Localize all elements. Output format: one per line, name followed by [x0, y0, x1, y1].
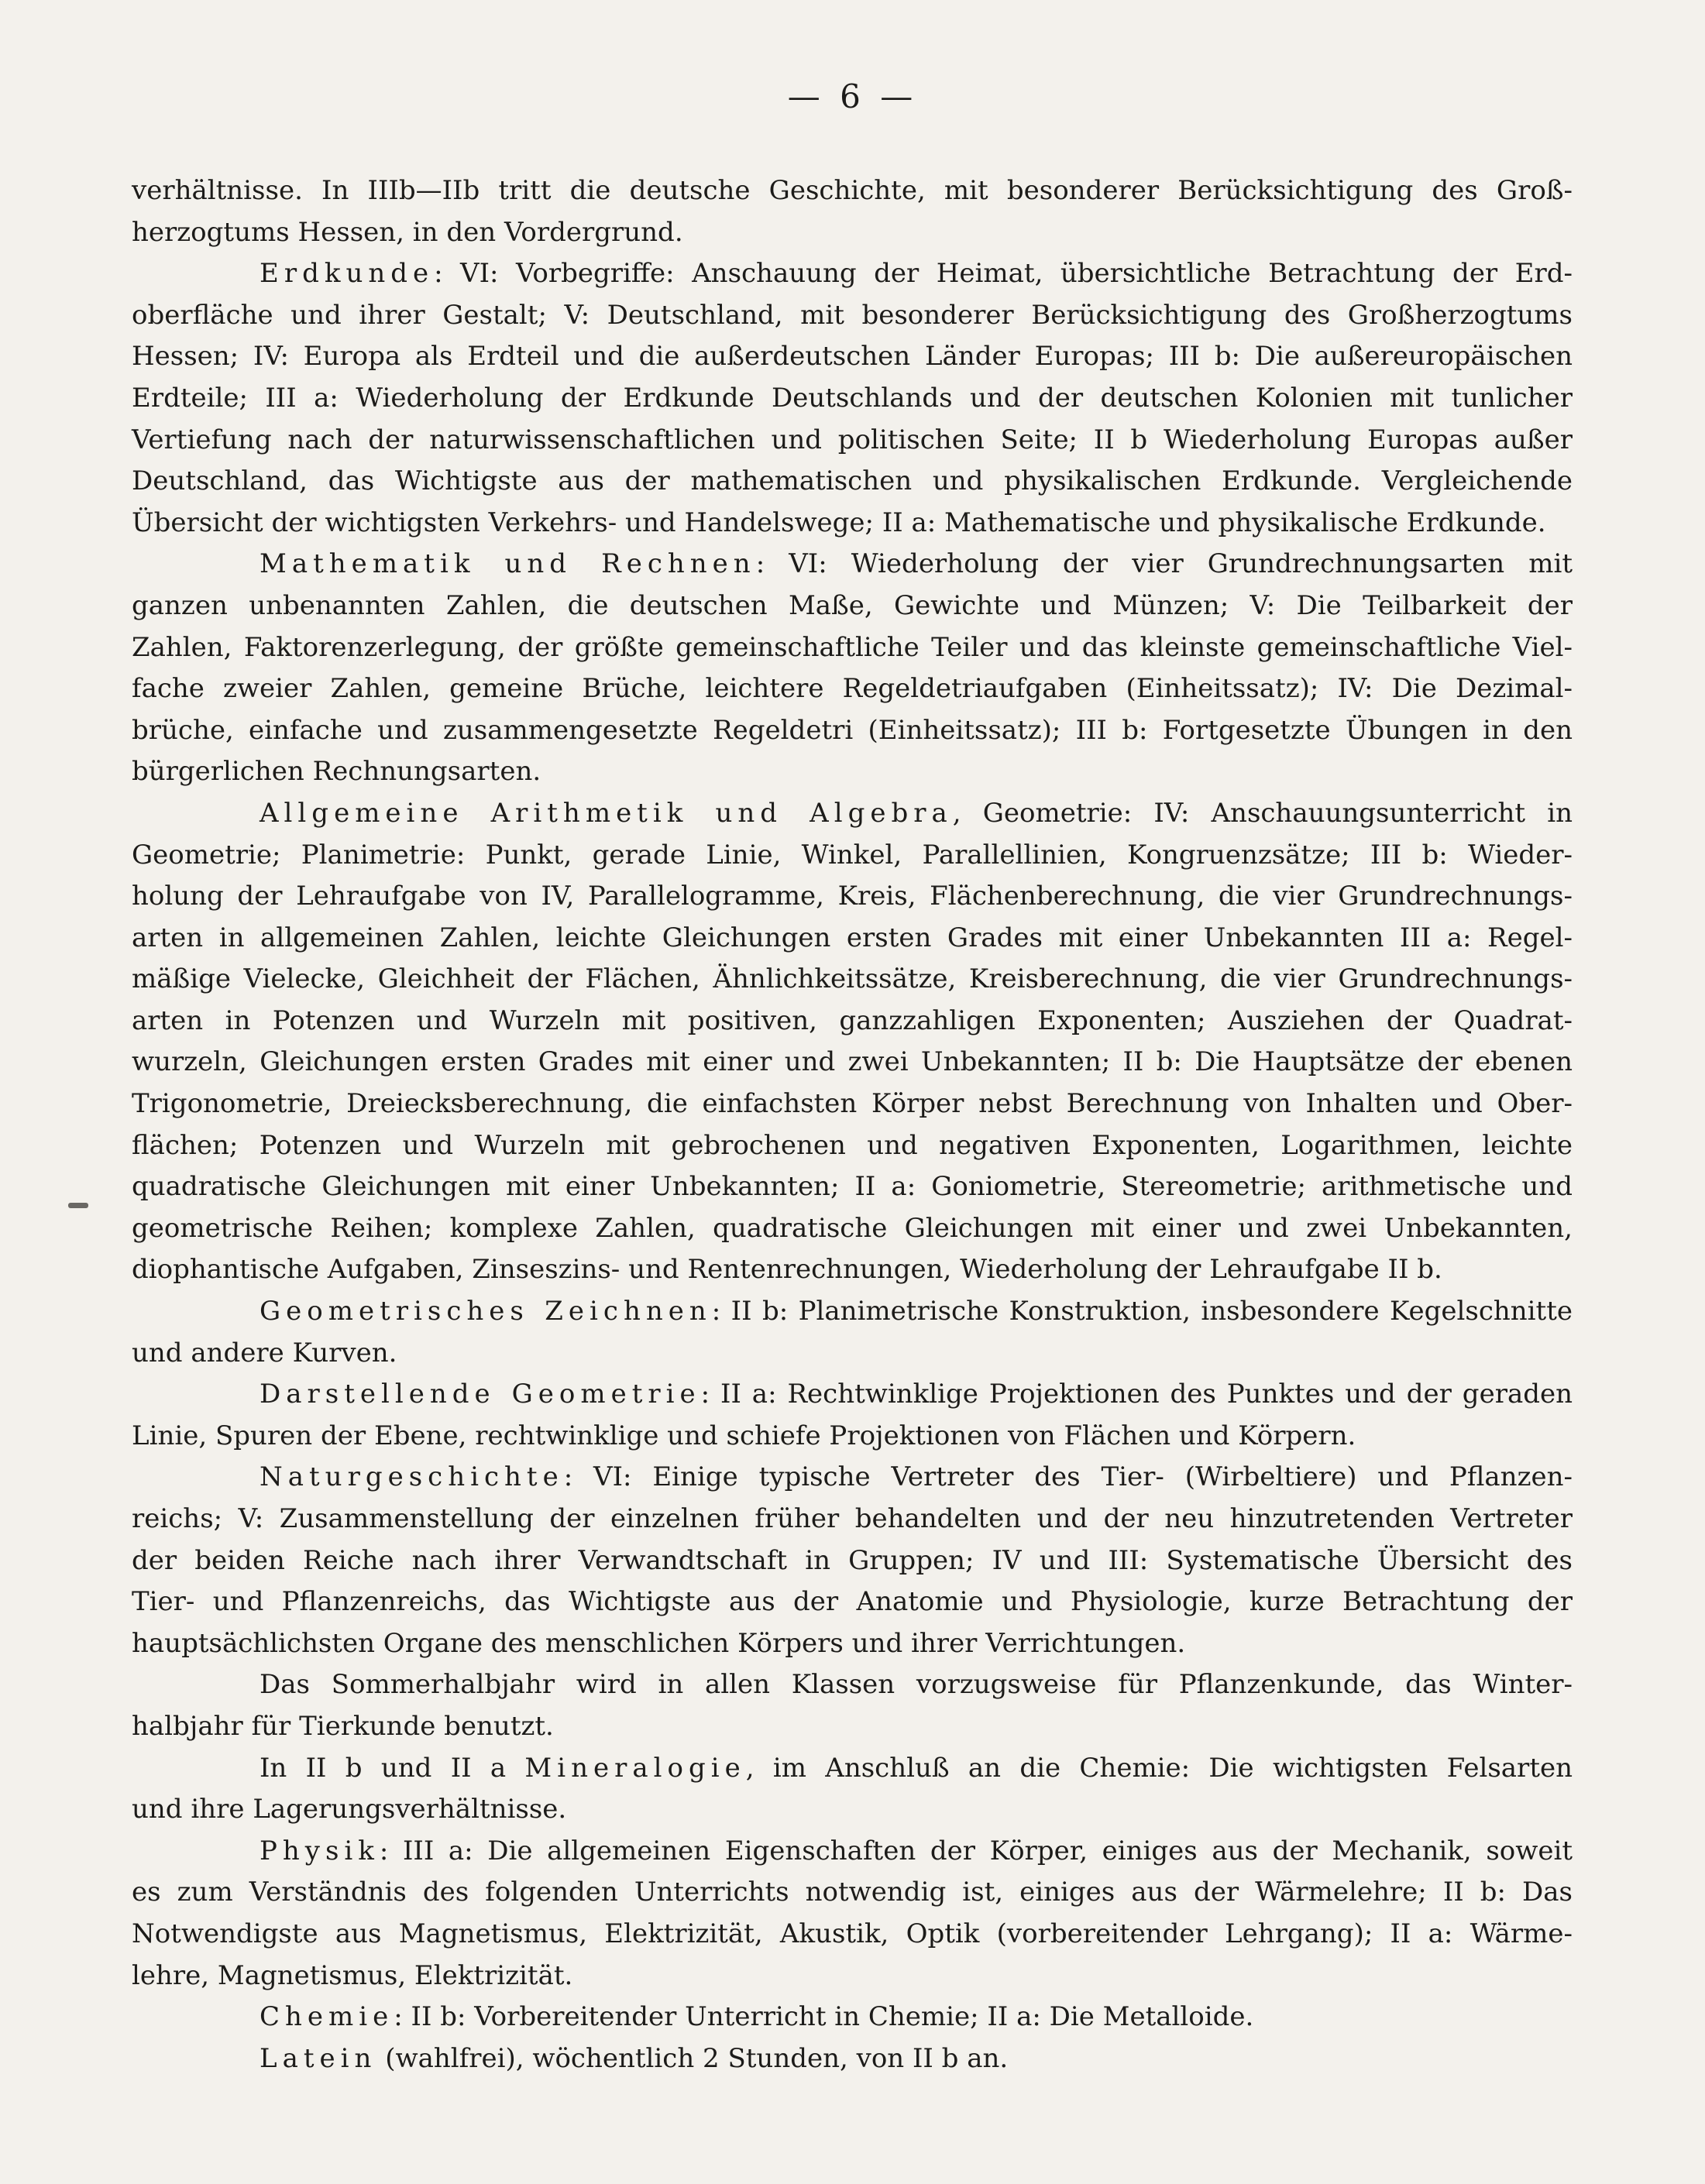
text-line: [132, 1914, 1573, 1956]
line-text: mäßige Vielecke, Gleichheit der Flächen, Ähnlichkeitssätze, Kreisberechnung, die vier Grundrechnungs-: [132, 963, 1573, 995]
line-text: Zahlen, Faktorenzerlegung, der größte gemeinschaftliche Teiler und das kleinste gemeinschaftliche Viel-: [132, 631, 1573, 663]
line-text: brüche, einfache und zusammengesetzte Regeldetri (Einheitssatz); III b: Fortgesetzte Übungen in den: [132, 714, 1573, 746]
line-text: der beiden Reiche nach ihrer Verwandtschaft in Gruppen; IV und III: Systematische Übersicht des: [132, 1544, 1573, 1576]
text-line: [132, 1249, 1573, 1291]
text-line: [132, 959, 1573, 1001]
line-text: herzogtums Hessen, in den Vordergrund.: [132, 216, 683, 248]
text-line: [132, 1374, 1573, 1416]
page-number: — 6 —: [787, 77, 918, 115]
line-text: : VI: Vorbegriffe: Anschauung der Heimat, übersichtliche Betrachtung der Erd-: [434, 258, 1573, 290]
text-line: [132, 1166, 1573, 1208]
text-line: [132, 1623, 1573, 1665]
line-text: Hessen; IV: Europa als Erdteil und die außerdeutschen Länder Europas; III b: Die außereuropäischen: [132, 341, 1573, 373]
line-text: arten in allgemeinen Zahlen, leichte Gleichungen ersten Grades mit einer Unbekannten III a: Regel-: [132, 922, 1573, 953]
text-line: [132, 1083, 1573, 1125]
subject-heading: Allgemeine Arithmetik und Algebra: [260, 797, 953, 829]
line-text: ganzen unbenannten Zahlen, die deutschen Maße, Gewichte und Münzen; V: Die Teilbarkeit der: [132, 589, 1573, 621]
text-line: [132, 1789, 1573, 1831]
subject-heading: Mathematik und Rechnen: [260, 548, 756, 580]
text-line: [132, 1457, 1573, 1499]
subject-heading: Mineralogie: [524, 1752, 746, 1784]
text-line: [132, 336, 1573, 378]
line-text: (wahlfrei), wöchentlich 2 Stunden, von II b an.: [376, 2042, 1009, 2074]
subject-heading: Chemie: [260, 2001, 394, 2033]
text-line: [132, 1748, 1573, 1790]
line-text: geometrische Reihen; komplexe Zahlen, quadratische Gleichungen mit einer und zwei Unbekannten,: [132, 1212, 1573, 1244]
line-text: reichs; V: Zusammenstellung der einzelnen früher behandelten und der neu hinzutretenden Vertreter: [132, 1503, 1573, 1534]
text-line: [132, 253, 1573, 295]
line-text: Übersicht der wichtigsten Verkehrs- und Handelswege; II a: Mathematische und physikalische Erdkunde.: [132, 507, 1546, 538]
line-text: und ihre Lagerungsverhältnisse.: [132, 1794, 567, 1825]
text-line: [132, 585, 1573, 627]
text-line: [132, 627, 1573, 669]
line-text: oberfläche und ihrer Gestalt; V: Deutschland, mit besonderer Berücksichtigung des Großherzogtums: [132, 299, 1573, 331]
subject-heading: Naturgeschichte: [260, 1461, 564, 1493]
line-text: lehre, Magnetismus, Elektrizität.: [132, 1959, 573, 1991]
line-text: : II b: Planimetrische Konstruktion, insbesondere Kegelschnitte: [711, 1296, 1573, 1327]
line-text: Notwendigste aus Magnetismus, Elektrizität, Akustik, Optik (vorbereitender Lehrgang); II a: Wärme-: [132, 1918, 1573, 1949]
text-line: [132, 295, 1573, 337]
line-text: hauptsächlichsten Organe des menschlichen Körpers und ihrer Verrichtungen.: [132, 1627, 1186, 1659]
line-text: : II a: Rechtwinklige Projektionen des Punktes und der geraden: [700, 1379, 1573, 1410]
line-text: Erdteile; III a: Wiederholung der Erdkunde Deutschlands und der deutschen Kolonien mit tunlicher: [132, 382, 1573, 414]
text-line: [132, 751, 1573, 793]
text-line: [132, 668, 1573, 710]
subject-heading: Darstellende Geometrie: [260, 1379, 701, 1410]
line-text: , im Anschluß an die Chemie: Die wichtigsten Felsarten: [745, 1752, 1573, 1784]
text-line: [132, 461, 1573, 503]
text-line: [132, 544, 1573, 585]
subject-heading: Latein: [260, 2042, 377, 2074]
line-text: diophantische Aufgaben, Zinseszins- und Rentenrechnungen, Wiederholung der Lehraufgabe II b.: [132, 1254, 1442, 1286]
line-text: Linie, Spuren der Ebene, rechtwinklige und schiefe Projektionen von Flächen und Körpern.: [132, 1420, 1356, 1451]
text-line: [132, 170, 1573, 212]
text-line: [132, 1499, 1573, 1540]
line-text: : III a: Die allgemeinen Eigenschaften der Körper, einiges aus der Mechanik, soweit: [379, 1835, 1573, 1866]
line-text: Deutschland, das Wichtigste aus der mathematischen und physikalischen Erdkunde. Vergleichende: [132, 465, 1573, 497]
text-line: [132, 1333, 1573, 1375]
line-text: verhältnisse. In IIIb—IIb tritt die deutsche Geschichte, mit besonderer Berücksichtigung des Groß-: [132, 175, 1573, 206]
text-line: [132, 1125, 1573, 1167]
line-text: , Geometrie: IV: Anschauungsunterricht in: [952, 797, 1573, 829]
line-text: bürgerlichen Rechnungsarten.: [132, 756, 541, 788]
subject-heading: Erdkunde: [260, 258, 435, 290]
text-line: [132, 378, 1573, 420]
line-text: flächen; Potenzen und Wurzeln mit gebrochenen und negativen Exponenten, Logarithmen, leichte: [132, 1129, 1573, 1161]
text-line: [132, 835, 1573, 877]
text-line: [132, 793, 1573, 835]
text-line: [132, 1581, 1573, 1623]
text-line: [132, 420, 1573, 462]
line-text: Vertiefung nach der naturwissenschaftlichen und politischen Seite; II b Wiederholung Europas außer: [132, 424, 1573, 455]
line-text: es zum Verständnis des folgenden Unterrichts notwendig ist, einiges aus der Wärmelehre; II b: Das: [132, 1877, 1573, 1908]
text-line: [132, 1872, 1573, 1914]
text-line: [132, 918, 1573, 960]
line-text: Geometrie; Planimetrie: Punkt, gerade Linie, Winkel, Parallellinien, Kongruenzsätze; III b: Wieder-: [132, 839, 1573, 871]
text-line: [132, 1042, 1573, 1083]
text-line: [132, 2038, 1573, 2080]
text-line: [132, 1997, 1573, 2038]
line-text: Das Sommerhalbjahr wird in allen Klassen vorzugsweise für Pflanzenkunde, das Winter-: [260, 1669, 1573, 1701]
text-line: [132, 1208, 1573, 1250]
line-text: Trigonometrie, Dreiecksberechnung, die einfachsten Körper nebst Berechnung von Inhalten und Ober-: [132, 1088, 1573, 1120]
subject-heading: Geometrisches Zeichnen: [260, 1296, 712, 1327]
line-text: arten in Potenzen und Wurzeln mit positiven, ganzzahligen Exponenten; Ausziehen der Quadrat-: [132, 1004, 1573, 1036]
line-text: : VI: Wiederholung der vier Grundrechnungsarten mit: [755, 548, 1573, 580]
text-line: [132, 710, 1573, 752]
line-text: halbjahr für Tierkunde benutzt.: [132, 1710, 554, 1742]
line-prefix: In II b und II a: [260, 1752, 525, 1784]
text-line: [132, 1540, 1573, 1582]
text-body: [132, 170, 1573, 2079]
text-line: [132, 1831, 1573, 1873]
line-text: Tier- und Pflanzenreichs, das Wichtigste aus der Anatomie und Physiologie, kurze Betrachtung der: [132, 1586, 1573, 1618]
margin-mark: [68, 1203, 88, 1208]
line-text: : II b: Vorbereitender Unterricht in Chemie; II a: Die Metalloide.: [394, 2001, 1254, 2033]
text-line: [132, 1416, 1573, 1458]
text-line: [132, 212, 1573, 254]
line-text: quadratische Gleichungen mit einer Unbekannten; II a: Goniometrie, Stereometrie; arithmetische und: [132, 1171, 1573, 1203]
text-line: [132, 1706, 1573, 1748]
text-line: [132, 876, 1573, 918]
text-line: [132, 1956, 1573, 1997]
line-text: : VI: Einige typische Vertreter des Tier- (Wirbeltiere) und Pflanzen-: [563, 1461, 1573, 1493]
line-text: und andere Kurven.: [132, 1337, 397, 1368]
line-text: fache zweier Zahlen, gemeine Brüche, leichtere Regeldetriaufgaben (Einheitssatz); IV: Die Dezimal-: [132, 673, 1573, 705]
subject-heading: Physik: [260, 1835, 380, 1866]
text-line: [132, 503, 1573, 544]
text-line: [132, 1291, 1573, 1333]
line-text: wurzeln, Gleichungen ersten Grades mit einer und zwei Unbekannten; II b: Die Hauptsätze der ebenen: [132, 1046, 1573, 1078]
line-text: holung der Lehraufgabe von IV, Parallelogramme, Kreis, Flächenberechnung, die vier Grundrechnungs-: [132, 881, 1573, 912]
text-line: [132, 1664, 1573, 1706]
text-line: [132, 1001, 1573, 1042]
